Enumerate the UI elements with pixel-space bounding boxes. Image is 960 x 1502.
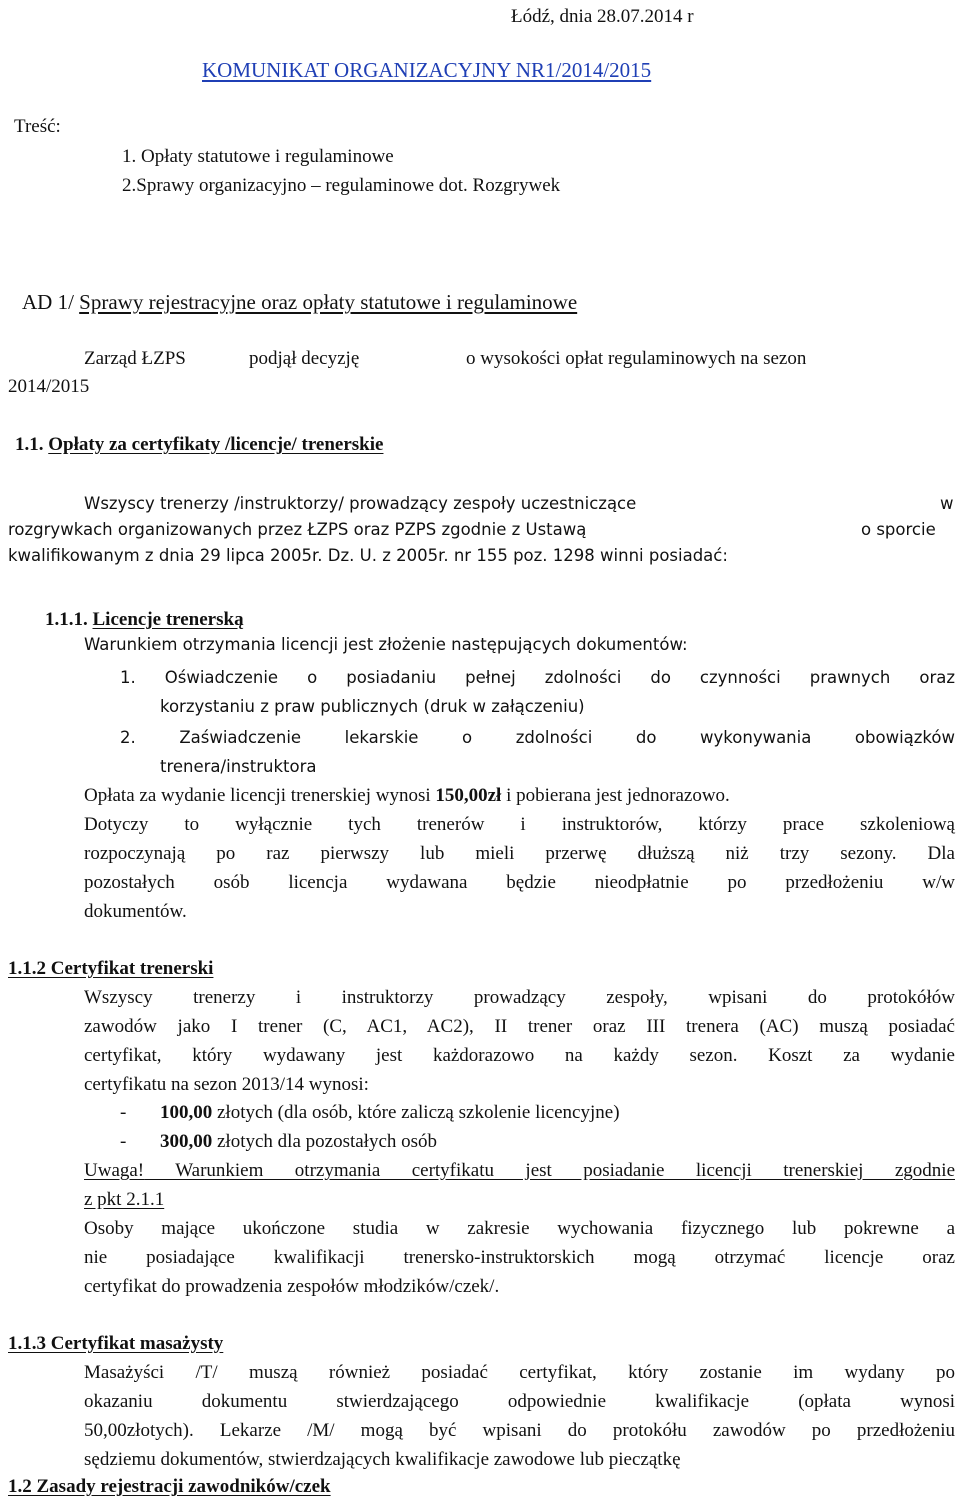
licence-item-1: 1. Oświadczenie o posiadaniu pełnej zdolności do czynności prawnych oraz [120, 668, 955, 687]
paragraph-line: rozgrywkach organizowanych przez ŁZPS oraz PZPS zgodnie z Ustawą [8, 520, 587, 539]
paragraph-line: Dotyczy to wyłącznie tych trenerów i instruktorów, którzy prace szkoleniową [84, 814, 955, 835]
licence-fee-amount: 150,00zł [435, 785, 502, 806]
section-1-1-title: Opłaty za certyfikaty /licencje/ trenerskie [48, 434, 384, 455]
paragraph-line: zawodów jako I trener (C, AC1, AC2), II trener oraz III trenera (AC) muszą posiadać [84, 1016, 955, 1037]
bullet-text: złotych dla pozostałych osób [212, 1131, 438, 1152]
document-date: Łódź, dnia 28.07.2014 r [511, 6, 694, 27]
paragraph-line: rozpoczynają po raz pierwszy lub mieli przerwę dłuższą niż trzy sezony. Dla [84, 843, 955, 864]
paragraph-line: kwalifikowanym z dnia 29 lipca 2005r. Dz. U. z 2005r. nr 155 poz. 1298 winni posiadać: [8, 546, 728, 565]
contents-label: Treść: [14, 116, 61, 137]
bullet-text: złotych (dla osób, które zaliczą szkolenie licencyjne) [212, 1102, 620, 1123]
paragraph-line: nie posiadające kwalifikacji trenersko-instruktorskich mogą otrzymać licencje oraz [84, 1247, 955, 1268]
paragraph-line: Wszyscy trenerzy i instruktorzy prowadzący zespoły, wpisani do protokółów [84, 987, 955, 1008]
section-1-2-heading: 1.2 Zasady rejestracji zawodników/czek [8, 1476, 331, 1497]
section-ad1-heading [22, 291, 577, 313]
section-ad1-prefix: AD 1/ [22, 290, 80, 314]
bullet-amount: 100,00 [160, 1102, 213, 1123]
section-ad1-title: Sprawy rejestracyjne oraz opłaty statutowe i regulaminowe [79, 290, 578, 314]
document-title: KOMUNIKAT ORGANIZACYJNY NR1/2014/2015 [202, 58, 652, 82]
licence-intro: Warunkiem otrzymania licencji jest złożenie następujących dokumentów: [84, 635, 688, 654]
note-label: Uwaga! [84, 1160, 145, 1181]
paragraph-line: Masażyści /T/ muszą również posiadać certyfikat, który zostanie im wydany po [84, 1362, 955, 1383]
note-line [84, 1160, 955, 1182]
bullet-item [160, 1102, 620, 1124]
paragraph-line: sędziemu dokumentów, stwierdzających kwalifikacje zawodowe lub pieczątkę [84, 1449, 681, 1470]
paragraph-line: 50,00złotych). Lekarze /M/ mogą być wpisani do protokółu zawodów po przedłożeniu [84, 1420, 955, 1441]
bullet-dash: - [120, 1102, 127, 1123]
bullet-dash: - [120, 1131, 127, 1152]
paragraph-line: certyfikat do prowadzenia zespołów młodzików/czek/. [84, 1276, 500, 1297]
section-1-1-heading [15, 434, 383, 456]
contents-item: 1. Opłaty statutowe i regulaminowe [122, 146, 394, 167]
ad1-text-b: podjął decyzję [249, 348, 360, 369]
paragraph-line: Osoby mające ukończone studia w zakresie wychowania fizycznego lub pokrewne a [84, 1218, 955, 1239]
licence-fee-text-end: i pobierana jest jednorazowo. [501, 785, 730, 806]
licence-item-1-cont: korzystaniu z praw publicznych (druk w załączeniu) [160, 697, 585, 716]
section-1-1-2-heading: 1.1.2 Certyfikat trenerski [8, 958, 214, 979]
ad1-text-a: Zarząd ŁZPS [84, 348, 186, 369]
bullet-item [160, 1131, 437, 1153]
licence-item-2: 2. Zaświadczenie lekarskie o zdolności do wykonywania obowiązków [120, 728, 955, 747]
note-text: Warunkiem otrzymania certyfikatu jest posiadanie licencji trenerskiej zgodnie [144, 1160, 955, 1181]
contents-item: 2.Sprawy organizacyjno – regulaminowe dot. Rozgrywek [122, 175, 561, 196]
section-1-1-1-num: 1.1.1. [45, 609, 93, 630]
paragraph-line: certyfikatu na sezon 2013/14 wynosi: [84, 1074, 369, 1095]
paragraph-line: okazaniu dokumentu stwierdzającego odpowiednie kwalifikacje (opłata wynosi [84, 1391, 955, 1412]
paragraph-line: Wszyscy trenerzy /instruktorzy/ prowadzący zespoły uczestniczące [84, 494, 637, 513]
ad1-text-season: 2014/2015 [8, 376, 90, 397]
licence-item-2-cont: trenera/instruktora [160, 757, 317, 776]
licence-fee-text: Opłata za wydanie licencji trenerskiej wynosi [84, 785, 436, 806]
bullet-amount: 300,00 [160, 1131, 213, 1152]
licence-fee [84, 785, 730, 807]
section-1-1-1-heading [45, 609, 244, 631]
paragraph-line: o sporcie [861, 520, 936, 539]
paragraph-line: dokumentów. [84, 901, 187, 922]
ad1-text-c: o wysokości opłat regulaminowych na sezon [466, 348, 807, 369]
section-1-1-num: 1.1. [15, 434, 49, 455]
section-1-1-3-heading: 1.1.3 Certyfikat masażysty [8, 1333, 224, 1354]
note-line-2: z pkt 2.1.1 [84, 1189, 165, 1210]
paragraph-line: certyfikat, który wydawany jest każdorazowo na każdy sezon. Koszt za wydanie [84, 1045, 955, 1066]
paragraph-line: w [940, 494, 954, 513]
paragraph-line: pozostałych osób licencja wydawana będzie nieodpłatnie po przedłożeniu w/w [84, 872, 955, 893]
section-1-1-1-title: Licencje trenerską [92, 609, 244, 630]
